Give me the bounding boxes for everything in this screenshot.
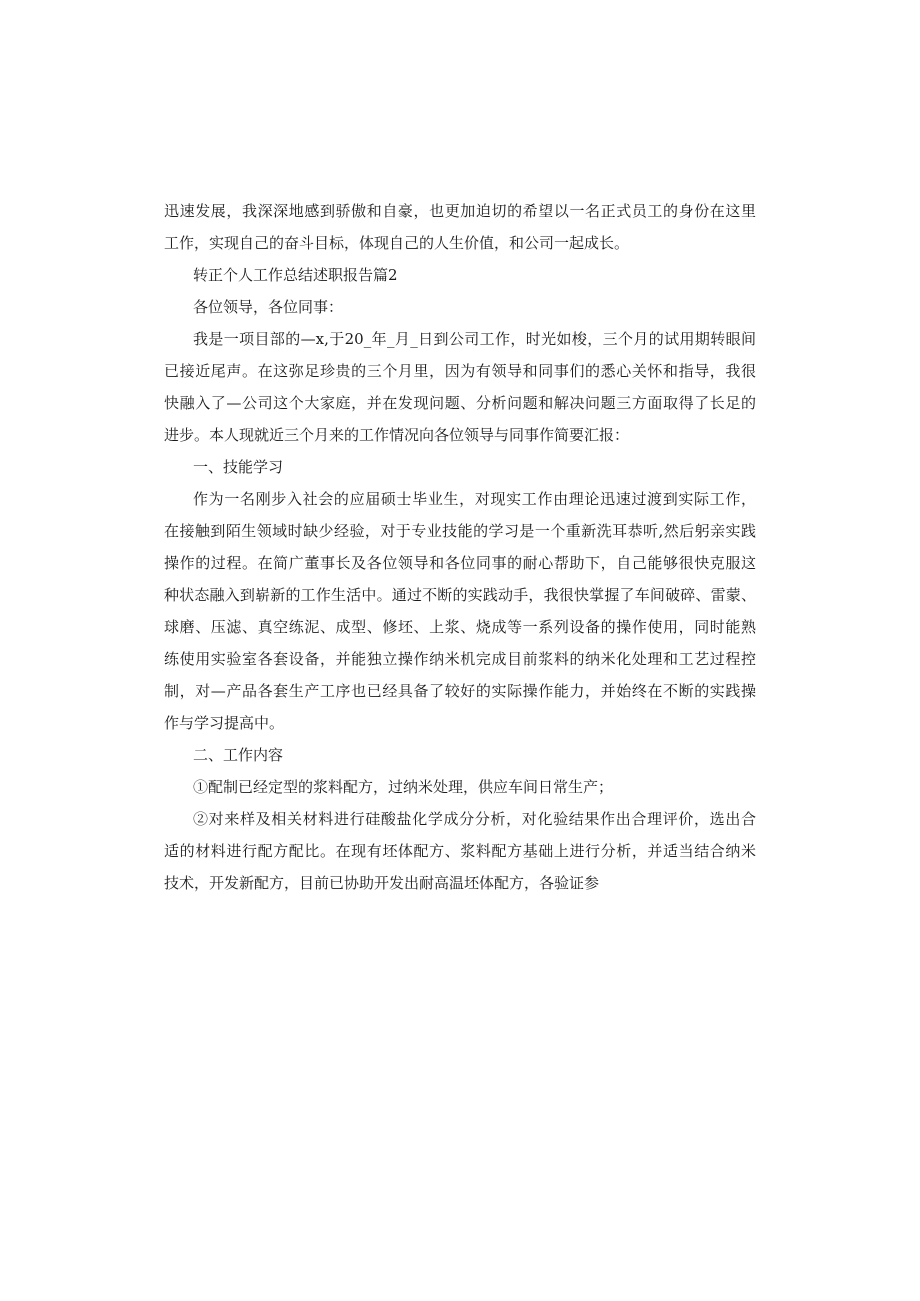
salutation: 各位领导，各位同事： bbox=[193, 298, 344, 316]
text-line: 我是一项目部的—x,于20_年_月_日到公司工作，时光如梭，三个月的试用期转眼间 bbox=[193, 330, 756, 348]
text-line: 适的材料进行配方配比。在现有坯体配方、浆料配方基础上进行分析，并适当结合纳米 bbox=[164, 842, 756, 860]
list-item: ②对来样及相关材料进行硅酸盐化学成分分析，对化验结果作出合理评价，选出合 bbox=[193, 810, 756, 828]
text-line: 制，对—产品各套生产工序也已经具备了较好的实际操作能力，并始终在不断的实践操 bbox=[164, 682, 756, 700]
section-heading: 一、技能学习 bbox=[193, 458, 284, 476]
section-heading: 二、工作内容 bbox=[193, 746, 284, 764]
text-line: 工作，实现自己的奋斗目标，体现自己的人生价值，和公司一起成长。 bbox=[164, 234, 630, 252]
text-line: 迅速发展，我深深地感到骄傲和自豪，也更加迫切的希望以一名正式员工的身份在这里 bbox=[164, 202, 756, 220]
text-line: 进步。本人现就近三个月来的工作情况向各位领导与同事作简要汇报： bbox=[164, 426, 630, 444]
text-line: 在接触到陌生领域时缺少经验，对于专业技能的学习是一个重新洗耳恭听,然后躬亲实践 bbox=[164, 522, 756, 540]
section-title: 转正个人工作总结述职报告篇2 bbox=[193, 266, 398, 284]
text-line: 快融入了—公司这个大家庭，并在发现问题、分析问题和解决问题三方面取得了长足的 bbox=[164, 394, 756, 412]
text-line: 操作的过程。在简广董事长及各位领导和各位同事的耐心帮助下，自己能够很快克服这 bbox=[164, 554, 756, 572]
text-line: 作为一名刚步入社会的应届硕士毕业生，对现实工作由理论迅速过渡到实际工作， bbox=[193, 490, 756, 508]
text-line: 种状态融入到崭新的工作生活中。通过不断的实践动手，我很快掌握了车间破碎、雷蒙、 bbox=[164, 586, 756, 604]
text-line: 球磨、压滤、真空练泥、成型、修坯、上浆、烧成等一系列设备的操作使用，同时能熟 bbox=[164, 618, 756, 636]
text-line: 作与学习提高中。 bbox=[164, 714, 285, 732]
list-item: ①配制已经定型的浆料配方，过纳米处理，供应车间日常生产； bbox=[193, 778, 614, 796]
text-line: 已接近尾声。在这弥足珍贵的三个月里，因为有领导和同事们的悉心关怀和指导，我很 bbox=[164, 362, 756, 380]
text-line: 练使用实验室各套设备，并能独立操作纳米机完成目前浆料的纳米化处理和工艺过程控 bbox=[164, 650, 756, 668]
text-line: 技术，开发新配方，目前已协助开发出耐高温坯体配方，各验证参 bbox=[164, 874, 600, 892]
